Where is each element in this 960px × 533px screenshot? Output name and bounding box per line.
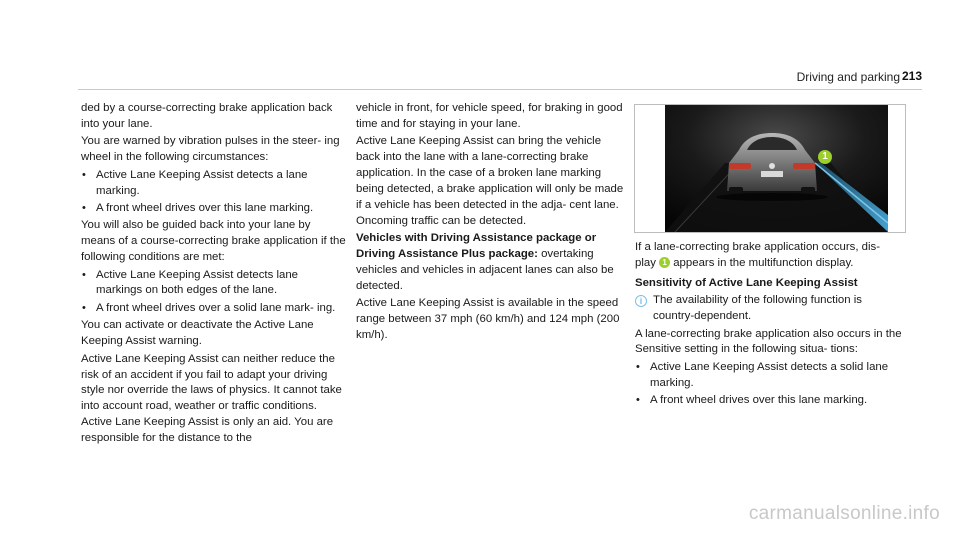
callout-badge <box>818 150 832 164</box>
list-item <box>635 360 903 392</box>
callout-number: 1 <box>822 151 828 162</box>
bullet-icon: • <box>636 394 640 407</box>
bullet-icon: • <box>82 268 86 281</box>
header-rule <box>78 89 922 90</box>
list-item-text: A front wheel drives over a solid lane mark- ing. <box>96 301 336 314</box>
list-item <box>81 268 346 300</box>
paragraph <box>356 231 624 295</box>
list-item <box>81 301 346 317</box>
bullet-icon: • <box>82 201 86 214</box>
page-header <box>0 0 960 90</box>
watermark: carmanualsonline.info <box>748 503 940 524</box>
bullet-list <box>81 168 346 217</box>
list-item-text: Active Lane Keeping Assist detects a solid lane marking. <box>650 360 889 389</box>
package-label: Vehicles with Driving Assistance package or Driving Assistance Plus package: <box>356 232 597 261</box>
column-right <box>635 240 903 411</box>
section-heading: Sensitivity of Active Lane Keeping Assist <box>635 276 858 289</box>
package-text: overtaking vehicles and vehicles in adjacent lanes can also be detected. <box>356 248 614 292</box>
column-left <box>81 101 346 449</box>
paragraph: You can activate or deactivate the Active Lane Keeping Assist warning. <box>81 319 314 348</box>
section-title: Driving and parking <box>796 70 900 84</box>
list-item-text: Active Lane Keeping Assist detects a lane marking. <box>96 168 308 197</box>
paragraph: vehicle in front, for vehicle speed, for braking in good time and for staying in your lane. <box>356 102 623 130</box>
bullet-list <box>81 268 346 317</box>
list-item <box>635 393 903 409</box>
paragraph: ded by a course-correcting brake application back into your lane. <box>81 102 333 130</box>
list-item-text: A front wheel drives over this lane marking. <box>650 394 868 407</box>
paragraph: You are warned by vibration pulses in the steer- ing wheel in the following circumstances: <box>81 135 340 164</box>
callout-badge: 1 <box>659 257 670 268</box>
car-illustration <box>665 105 888 232</box>
bullet-icon: • <box>82 168 86 181</box>
paragraph: Active Lane Keeping Assist can bring the vehicle back into the lane with a lane-correcting brake application. In the case of a broken lane marking being detected, a brake application will only be made if a vehicle has been detected in the adja- cent lane. Oncoming traffic can be detected. <box>356 135 624 227</box>
car-lane-image <box>665 105 888 232</box>
text-run: If a lane-correcting brake application occurs, dis- play <box>635 241 881 269</box>
column-middle <box>356 101 624 346</box>
list-item-text: A front wheel drives over this lane marking. <box>96 201 314 214</box>
list-item-text: Active Lane Keeping Assist detects lane markings on both edges of the lane. <box>96 268 298 297</box>
figure-frame <box>634 104 906 233</box>
note <box>635 293 903 325</box>
list-item <box>81 168 346 200</box>
paragraph <box>635 240 903 272</box>
info-icon: i <box>635 295 647 307</box>
bullet-icon: • <box>82 301 86 314</box>
paragraph: Active Lane Keeping Assist can neither reduce the risk of an accident if you fail to adapt your driving style nor override the laws of physics. It cannot take into account road, weather or traffic conditions. Active Lane Keeping Assist is only an aid. You are responsible for the distance to the <box>81 352 342 445</box>
note-text: The availability of the following function is country-dependent. <box>653 294 862 323</box>
paragraph: A lane-correcting brake application also occurs in the Sensitive setting in the following situa- tions: <box>635 327 902 356</box>
bullet-list <box>635 360 903 409</box>
text-run: appears in the multifunction display. <box>670 256 854 269</box>
list-item <box>81 201 346 217</box>
bullet-icon: • <box>636 360 640 373</box>
paragraph: Active Lane Keeping Assist is available in the speed range between 37 mph (60 km/h) and 124 mph (200 km/h). <box>356 297 620 342</box>
paragraph: You will also be guided back into your lane by means of a course-correcting brake application if the following conditions are met: <box>81 219 346 264</box>
page-number: 213 <box>901 69 922 83</box>
